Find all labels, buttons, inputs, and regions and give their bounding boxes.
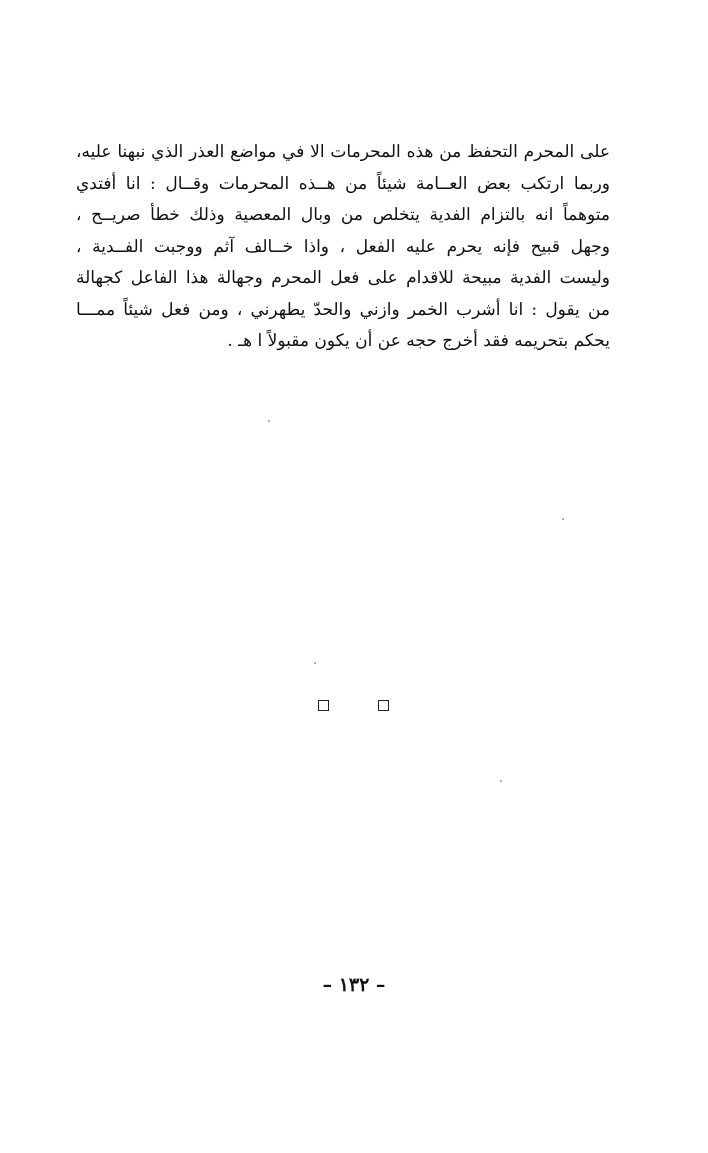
scan-speck: [562, 518, 564, 520]
section-end-ornament: [316, 700, 392, 716]
scan-speck: [314, 662, 316, 664]
text-line-4: وجهل قبيح فإنه يحرم عليه الفعل ، واذا خــالف آثم ووجبت الفــدية ،: [76, 236, 610, 257]
text-line-7: يحكم بتحريمه فقد أخرج حجه عن أن يكون مقبولاً ا هـ .: [227, 331, 610, 351]
square-ornament-icon: [378, 700, 389, 711]
body-text: [76, 137, 610, 358]
text-line-3: متوهماً انه بالتزام الفدية يتخلص من وبال المعصية وذلك خطأ صريــح ،: [76, 205, 610, 225]
text-line-6: من يقول : انا أشرب الخمر وازني والحدّ يطهرني ، ومن فعل شيئاً ممـــا: [76, 299, 610, 320]
page-number: – ١٣٢ –: [322, 974, 386, 996]
scan-speck: [268, 420, 270, 422]
text-line-2: وربما ارتكب بعض العــامة شيئاً من هــذه المحرمات وقــال : انا أفتدي: [76, 173, 610, 194]
square-ornament-icon: [318, 700, 329, 711]
text-line-5: وليست الفدية مبيحة للاقدام على فعل المحرم وجهالة هذا الفاعل كجهالة: [76, 268, 610, 288]
text-line-1: على المحرم التحفظ من هذه المحرمات الا في مواضع العذر الذي نبهنا عليه،: [76, 142, 610, 162]
scan-speck: [500, 780, 502, 782]
